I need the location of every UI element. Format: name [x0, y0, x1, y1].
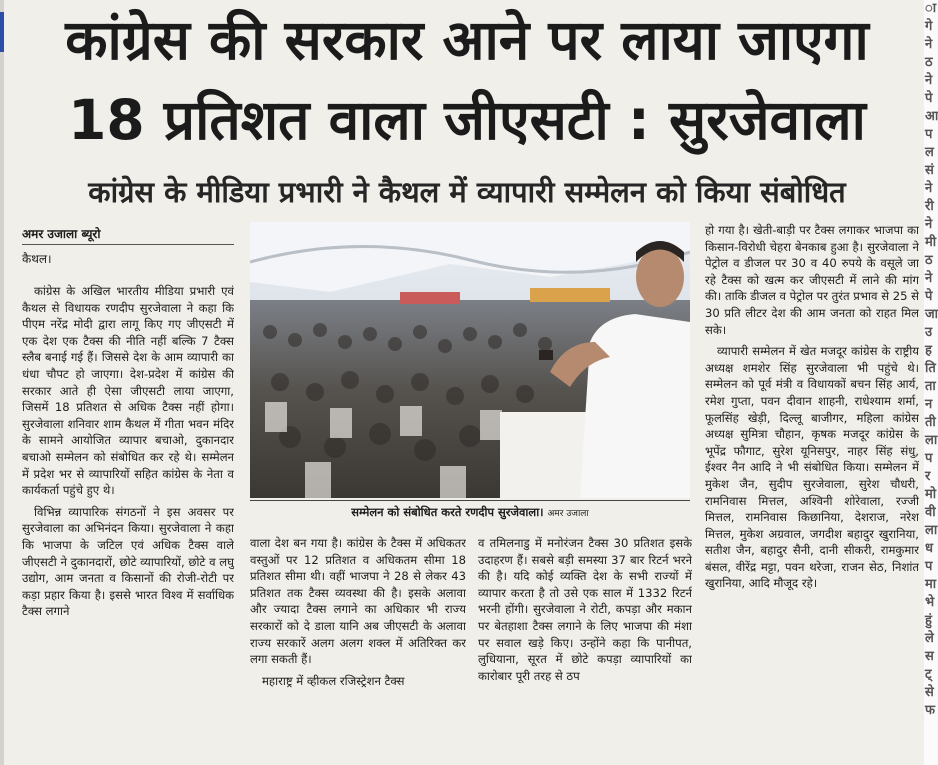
paragraph: विभिन्न व्यापारिक संगठनों ने इस अवसर पर सुरजेवाला का अभिनंदन किया। सुरजेवाला ने कहा कि भाजपा के जटिल एवं अधिक टैक्स वाले जीएसटी ने दुकानदारों, छोटे व्यापारियों, छोटे व लघु उद्योग, आम जनता व किसानों की रोजी-रोटी पर कड़ा प्रहार किया है। इससे भारत विश्व में सर्वाधिक टैक्स लगाने	[22, 504, 234, 619]
edge-glyph: आ	[925, 109, 938, 124]
edge-glyph: प	[925, 127, 933, 142]
photo-credit: अमर उजाला	[547, 509, 589, 519]
edge-glyph: मा	[925, 577, 937, 592]
edge-glyph: ठ	[925, 55, 933, 70]
edge-glyph: ने	[925, 73, 933, 88]
byline-divider	[22, 244, 234, 245]
edge-glyph: ठ	[925, 253, 933, 268]
headline-line-2: 18 प्रतिशत वाला जीएसटी : सुरजेवाला	[68, 88, 866, 152]
paragraph: महाराष्ट्र में व्हीकल रजिस्ट्रेशन टैक्स	[262, 673, 405, 688]
edge-glyph: री	[925, 199, 934, 214]
edge-glyph: र	[925, 469, 931, 484]
photo-caption	[250, 503, 690, 523]
edge-glyph: ने	[925, 271, 933, 286]
edge-glyph: मी	[925, 235, 937, 250]
edge-glyph: पे	[925, 289, 933, 304]
edge-glyph: गे	[925, 19, 933, 34]
edge-glyph: ति	[925, 361, 936, 376]
caption-text: सम्मेलन को संबोधित करते रणदीप सुरजेवाला।	[351, 505, 544, 519]
article-column-3	[478, 535, 692, 765]
edge-glyph: ध	[925, 541, 933, 556]
edge-glyph: उ	[925, 325, 933, 340]
article-column-4	[705, 222, 919, 765]
edge-glyph: स	[925, 649, 934, 664]
edge-glyph: ल	[925, 145, 934, 160]
edge-glyph: न	[925, 397, 933, 412]
edge-glyph: प	[925, 451, 933, 466]
edge-glyph: ता	[925, 379, 936, 394]
subheadline: कांग्रेस के मीडिया प्रभारी ने कैथल में व्यापारी सम्मेलन को किया संबोधित	[88, 175, 846, 209]
paragraph: वाला देश बन गया है। कांग्रेस के टैक्स में अधिकतर वस्तुओं पर 12 प्रतिशत व अधिकतम सीमा 18 प्रतिशत सीमा थी। वहीं भाजपा ने 28 से लेकर 43 प्रतिशत तक टैक्स व्यवस्था की है। इसके अलावा और ज्यादा टैक्स लगाने का अधिकार भी राज्य सरकारों को दे डाला यानि अब जीएसटी के अलावा राज्य सरकारें अलग अलग शक्ल में अतिरिक्त कर लगा सकती हैं।	[250, 536, 466, 667]
edge-glyph: हुं	[925, 613, 932, 628]
edge-glyph: ने	[925, 37, 933, 52]
edge-glyph: ने	[925, 217, 933, 232]
edge-glyph: ने	[925, 181, 933, 196]
edge-glyph: भे	[925, 595, 935, 610]
edge-glyph: जा	[925, 307, 938, 322]
edge-glyph: ह	[925, 343, 932, 358]
byline: अमर उजाला ब्यूरो	[22, 227, 101, 241]
edge-glyph: ट्	[925, 667, 932, 682]
article-column-2	[250, 535, 466, 765]
edge-glyph: सं	[925, 163, 934, 178]
caption-divider	[250, 500, 690, 501]
edge-glyph: वी	[925, 505, 936, 520]
paragraph: व तमिलनाडु में मनोरंजन टैक्स 30 प्रतिशत इसके उदाहरण हैं। सबसे बड़ी समस्या 37 बार रिटर्न भरने की है। यदि कोई व्यक्ति देश के सभी राज्यों में व्यापार करता है तो उसे एक साल में 1332 रिटर्न भरनी होंगी। सुरजेवाला ने रोटी, कपड़ा और मकान पर बेतहाशा टैक्स लगाने के लिए भाजपा की मंशा पर सवाल खड़े किए। उन्होंने कहा कि पानीपत, लुधियाना, सूरत में छोटे कपड़ा व्यापारियों का कारोबार पूरी तरह से ठप	[478, 536, 692, 683]
edge-glyph: फ	[925, 703, 936, 718]
edge-glyph: ला	[925, 523, 938, 538]
left-page-edge	[0, 0, 4, 765]
paragraph: व्यापारी सम्मेलन में खेत मजदूर कांग्रेस के राष्ट्रीय अध्यक्ष शमशेर सिंह सुरजेवाला भी पहुंचे थे। सम्मेलन को पूर्व मंत्री व विधायकों बचन सिंह आर्य, रमेश गुप्ता, पवन दीवान शाहनी, राधेश्याम शर्मा, फूलसिंह खेड़ी, दिल्लू बाजीगर, महिला कांग्रेस अध्यक्ष सुमित्रा चौहान, कृषक मजदूर कांग्रेस के भूपेंद्र फौगाट, सुरेश यूनिसपुर, नाहर सिंह संधु, ईश्वर नैन आदि ने भी संबोधित किया। सम्मेलन में मुकेश जैन, सुदीप सुरजेवाला, सुरेश चौधरी, रामनिवास मित्तल, अश्विनी शोरेवाला, रज्जी मित्तल, रामनिवास किछानिया, देशराज, नरेश मित्तल, मुकेश अग्रवाल, जगदीश बहादुर खुरानिया, सतीश जैन, बहादुर सैनी, दानी सीकरी, रामकुमार बंसल, वीरेंद्र मट्टा, पवन थरेजा, राजन सेठ, निशांत खुरानिया, आदि मौजूद रहे।	[705, 344, 919, 591]
edge-glyph: से	[925, 685, 934, 700]
edge-glyph: ती	[925, 415, 936, 430]
edge-glyph: ला	[925, 433, 938, 448]
paragraph: कांग्रेस के अखिल भारतीय मीडिया प्रभारी एवं कैथल से विधायक रणदीप सुरजेवाला ने कहा कि पीएम नरेंद्र मोदी द्वारा लागू किए गए जीएसटी में एक देश एक टैक्स की नीति नहीं बल्कि 7 टैक्स स्लैब बनाई गई हैं। जिससे देश के आम व्यापारी का धंधा चौपट हो जाएगा। देश-प्रदेश में कांग्रेस की सरकार आते ही ऐसा जीएसटी लाया जाएगा, जिसमें 18 प्रतिशत से अधिक टैक्स नहीं होगा। सुरजेवाला शनिवार शाम कैथल में गीता भवन मंदिर के सामने आयोजित व्यापार बचाओ, दुकानदार बचाओ सम्मेलन को संबोधित कर रहे थे। सम्मेलन में प्रदेश भर से व्यापारियों सहित कांग्रेस के नेता व कार्यकर्ता पहुंचे हुए थे।	[22, 284, 234, 498]
edge-glyph: प	[925, 559, 933, 574]
headline-line-1: कांग्रेस की सरकार आने पर लाया जाएगा	[65, 8, 869, 72]
edge-glyph: मो	[925, 487, 937, 502]
event-photo	[250, 222, 690, 498]
article-column-1	[22, 283, 234, 765]
edge-glyph: ले	[925, 631, 934, 646]
dateline: कैथल।	[22, 252, 52, 266]
left-color-marker	[0, 12, 4, 52]
crowd-photo-illustration	[250, 222, 690, 498]
edge-glyph: पे	[925, 91, 933, 106]
paragraph: हो गया है। खेती-बाड़ी पर टैक्स लगाकर भाजपा का किसान-विरोधी चेहरा बेनकाब हुआ है। सुरजेवाला ने पेट्रोल व डीजल पर 30 व 40 रुपये के वसूले जा रहे टैक्स को खत्म कर जीएसटी में लाने की मांग की। ताकि डीजल व पेट्रोल पर तुरंत प्रभाव से 25 से 30 प्रति लीटर देश की आम जनता को राहत मिल सके।	[705, 223, 919, 337]
edge-glyph: ा	[925, 1, 937, 16]
adjacent-article-edge	[924, 0, 938, 765]
